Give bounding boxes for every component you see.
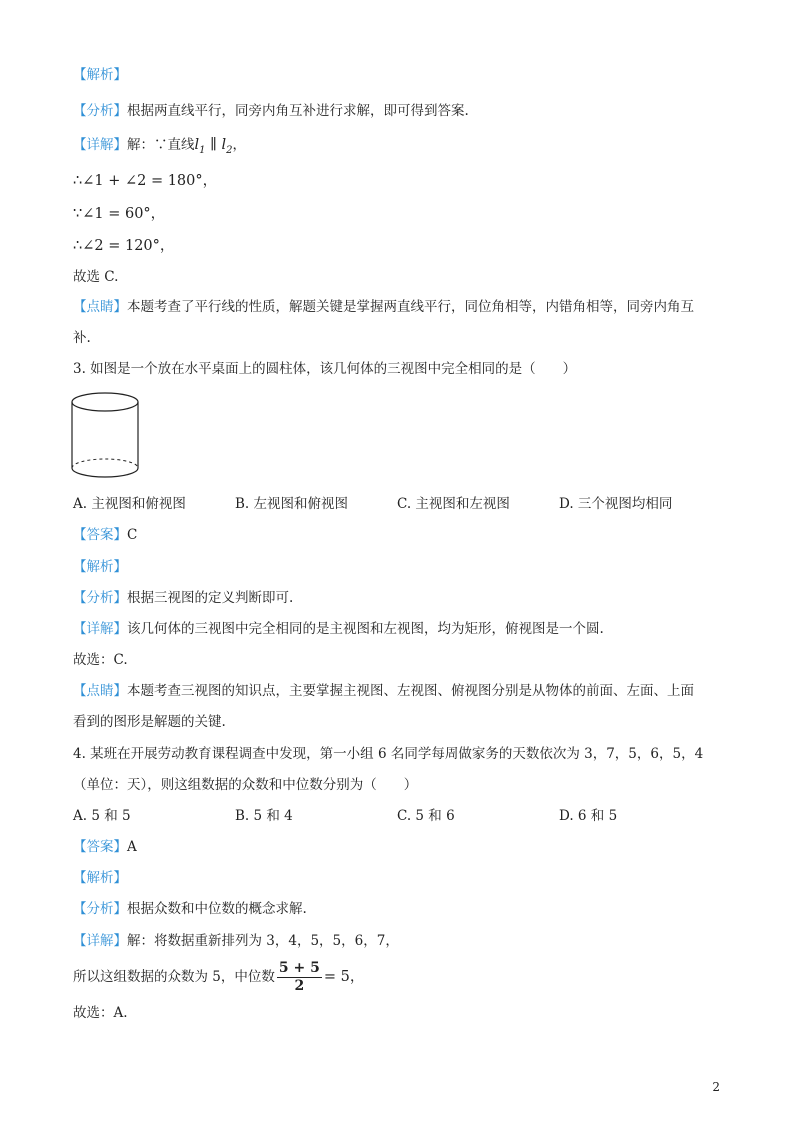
q3-xiangjie (73, 620, 604, 638)
q2-dianjing-text-1: 本题考查了平行线的性质，解题关键是掌握两直线平行，同位角相等，内错角相等，同旁内角互 (127, 299, 694, 315)
q3-answer (73, 526, 137, 544)
q3-option-a: A. 主视图和俯视图 (73, 496, 186, 512)
q4-median-line (73, 958, 364, 996)
q4-jiexi-heading: 【解析】 (73, 870, 127, 886)
q4-xiangjie-tag: 【详解】 (73, 933, 127, 949)
q4-fenxi (73, 900, 307, 918)
q4-question-2: （单位：天），则这组数据的众数和中位数分别为（ ） (73, 777, 418, 793)
q2-fenxi-text: 根据两直线平行，同旁内角互补进行求解，即可得到答案. (127, 103, 469, 119)
q4-xiangjie-text: 解：将数据重新排列为 3，4，5，5，6，7， (127, 933, 399, 949)
q2-xiangjie-post: ， (232, 137, 246, 153)
q3-jiexi-heading: 【解析】 (73, 559, 127, 575)
q4-answer (73, 838, 137, 856)
q4-median-pre: 所以这组数据的众数为 5，中位数 (73, 969, 275, 985)
median-fraction (277, 960, 322, 995)
q3-dianjing-tag: 【点睛】 (73, 683, 127, 699)
cylinder-top-ellipse (72, 393, 138, 411)
page-number: 2 (712, 1080, 720, 1094)
q3-option-b: B. 左视图和俯视图 (235, 496, 349, 512)
q3-guxuan: 故选：C. (73, 652, 128, 668)
parallel-symbol: ∥ (205, 137, 222, 153)
q2-guxuan: 故选 C. (73, 269, 119, 285)
q3-dianjing-text-1: 本题考查三视图的知识点，主要掌握主视图、左视图、俯视图分别是从物体的前面、左面、上面 (127, 683, 694, 699)
q2-xiangjie-tag: 【详解】 (73, 137, 127, 153)
fraction-numerator: 5 + 5 (278, 960, 320, 976)
q4-answer-value: A (127, 839, 137, 855)
cylinder-figure (68, 390, 144, 486)
q4-fenxi-tag: 【分析】 (73, 901, 127, 917)
q4-option-a: A. 5 和 5 (73, 808, 131, 824)
q2-dianjing (73, 298, 694, 316)
q3-fenxi-text: 根据三视图的定义判断即可. (127, 590, 294, 606)
q3-xiangjie-tag: 【详解】 (73, 621, 127, 637)
q3-answer-tag: 【答案】 (73, 527, 127, 543)
cylinder-bottom-front (72, 468, 138, 477)
q2-dianjing-text-2: 补. (73, 330, 91, 346)
q3-option-c: C. 主视图和左视图 (397, 496, 510, 512)
q3-dianjing (73, 682, 694, 700)
q2-xiangjie-pre: 解：∵直线 (127, 137, 195, 153)
q3-fenxi-tag: 【分析】 (73, 590, 127, 606)
q2-jiexi-heading: 【解析】 (73, 67, 127, 83)
q2-step-2: ∵∠1 = 60°， (73, 206, 166, 222)
fraction-denominator: 2 (294, 978, 305, 994)
q3-option-d: D. 三个视图均相同 (559, 496, 673, 512)
q2-step-3: ∴∠2 = 120°， (73, 238, 175, 254)
q3-dianjing-text-2: 看到的图形是解题的关键. (73, 714, 226, 730)
q4-option-c: C. 5 和 6 (397, 808, 455, 824)
q2-fenxi (73, 102, 469, 120)
q4-fenxi-text: 根据众数和中位数的概念求解. (127, 901, 307, 917)
q4-question-1: 4. 某班在开展劳动教育课程调查中发现，第一小组 6 名同学每周做家务的天数依次为 3，7，5，6，5，4 (73, 746, 704, 762)
q4-median-post: = 5， (323, 969, 365, 985)
q4-xiangjie (73, 932, 399, 950)
q4-guxuan: 故选：A. (73, 1005, 128, 1021)
line-l2: $l_2$ (221, 137, 233, 156)
q3-xiangjie-text: 该几何体的三视图中完全相同的是主视图和左视图，均为矩形，俯视图是一个圆. (127, 621, 604, 637)
q3-answer-value: C (127, 527, 138, 543)
q3-fenxi (73, 589, 293, 607)
q4-option-b: B. 5 和 4 (235, 808, 293, 824)
q3-question: 3. 如图是一个放在水平桌面上的圆柱体，该几何体的三视图中完全相同的是（ ） (73, 361, 577, 377)
q4-answer-tag: 【答案】 (73, 839, 127, 855)
q2-fenxi-tag: 【分析】 (73, 103, 127, 119)
q4-option-d: D. 6 和 5 (559, 808, 618, 824)
q2-dianjing-tag: 【点睛】 (73, 299, 127, 315)
q2-step-1: ∴∠1 + ∠2 = 180°， (73, 173, 218, 189)
cylinder-bottom-hidden (72, 459, 138, 468)
line-l1: $l_1$ (194, 137, 206, 156)
q2-xiangjie (73, 136, 246, 160)
